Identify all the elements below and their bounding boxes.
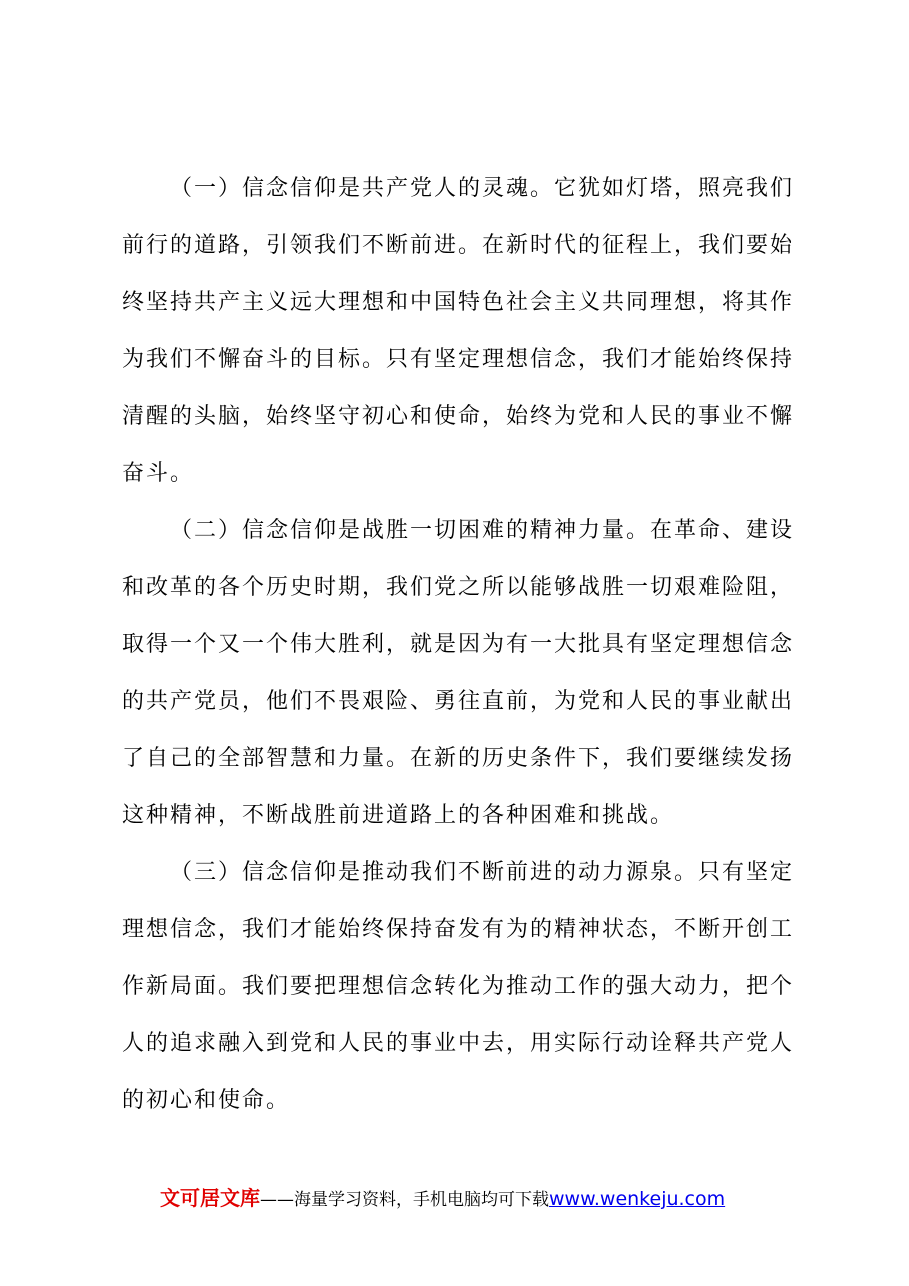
paragraph-3: （三）信念信仰是推动我们不断前进的动力源泉。只有坚定理想信念，我们才能始终保持奋发有为的精神状态，不断开创工作新局面。我们要把理想信念转化为推动工作的强大动力，把个人的追求融入到党和人民的事业中去，用实际行动诠释共产党人的初心和使命。 xyxy=(122,860,795,1113)
footer-url-link[interactable]: www.wenkeju.com xyxy=(549,1188,726,1210)
footer-brand: 文可居文库 xyxy=(160,1186,260,1210)
document-body xyxy=(122,160,794,1129)
paragraph-1: （一）信念信仰是共产党人的灵魂。它犹如灯塔，照亮我们前行的道路，引领我们不断前进。在新时代的征程上，我们要始终坚持共产主义远大理想和中国特色社会主义共同理想，将其作为我们不懈奋斗的目标。只有坚定理想信念，我们才能始终保持清醒的头脑，始终坚守初心和使命，始终为党和人民的事业不懈奋斗。 xyxy=(122,176,795,486)
footer-banner xyxy=(160,1182,800,1212)
paragraph-2: （二）信念信仰是战胜一切困难的精神力量。在革命、建设和改革的各个历史时期，我们党之所以能够战胜一切艰难险阻，取得一个又一个伟大胜利，就是因为有一大批具有坚定理想信念的共产党员，他们不畏艰险、勇往直前，为党和人民的事业献出了自己的全部智慧和力量。在新的历史条件下，我们要继续发扬这种精神，不断战胜前进道路上的各种困难和挑战。 xyxy=(122,518,795,828)
footer-tagline: ——海量学习资料，手机电脑均可下载 xyxy=(260,1190,549,1210)
